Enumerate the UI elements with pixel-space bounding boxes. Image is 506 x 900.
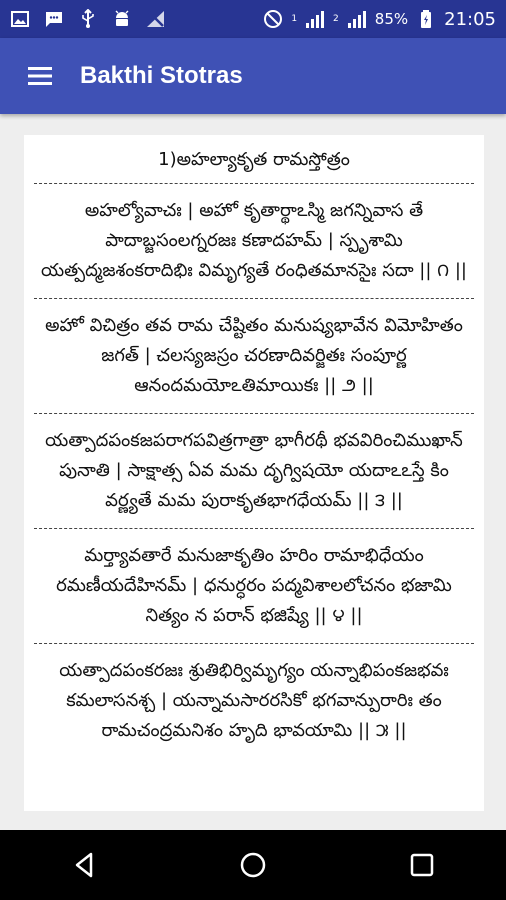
app-title: Bakthi Stotras: [80, 62, 243, 89]
block-icon: [263, 9, 283, 29]
home-circle-icon: [238, 850, 268, 880]
android-icon: [112, 9, 132, 29]
sim1-label: 1: [291, 14, 298, 24]
back-button[interactable]: [54, 835, 114, 895]
back-triangle-icon: [69, 850, 99, 880]
no-signal-icon: [146, 9, 166, 29]
signal-icon: [305, 9, 325, 29]
system-status: [263, 9, 496, 30]
home-button[interactable]: [223, 835, 283, 895]
usb-icon: [78, 9, 98, 29]
stotra-content[interactable]: [24, 135, 484, 811]
message-icon: [44, 9, 64, 29]
divider: [34, 183, 474, 184]
verse-1: అహల్యోవాచః | అహో కృతార్థాఽస్మి జగన్నివాస తే పాదాబ్జసంలగ్నరజః కణాదహమ్ | స్పృశామి యత్పద్మజశంకరాదిభిః విమృగ్యతే రంధితమానసైః సదా || ౧ ||: [41, 200, 467, 281]
battery-icon: [416, 9, 436, 29]
verse-3: యత్పాదపంకజపరాగపవిత్రగాత్రా భాగీరథీ భవవిరించిముఖాన్ పునాతి | సాక్షాత్స ఏవ మమ దృగ్విషయో యదాఽఽస్తే కిం వర్ణ్యతే మమ పురాకృతభాగధేయమ్ || ౩ ||: [45, 430, 463, 511]
navigation-bar: [0, 830, 506, 900]
signal-icon: [347, 9, 367, 29]
app-bar: [0, 38, 506, 114]
notification-icons: [10, 9, 166, 29]
divider: [34, 298, 474, 299]
menu-button[interactable]: [0, 38, 80, 114]
recents-button[interactable]: [392, 835, 452, 895]
stotra-title: 1)అహల్యాకృత రామస్తోత్రం: [158, 149, 350, 170]
verse-5: యత్పాదపంకరజః శ్రుతిభిర్విమృగ్యం యన్నాభిపంకజభవః కమలాసనశ్చ | యన్నామసారరసికో భగవాన్పురారిః తం రామచంద్రమనిశం హృది భావయామి || ౫ ||: [59, 660, 449, 741]
status-bar: [0, 0, 506, 38]
recents-square-icon: [407, 850, 437, 880]
sim2-label: 2: [333, 14, 339, 24]
battery-percentage: 85%: [374, 10, 409, 28]
image-icon: [10, 9, 30, 29]
verse-4: మర్త్యావతారే మనుజాకృతిం హరిం రామాభిధేయం రమణీయదేహినమ్ | ధనుర్ధరం పద్మవిశాలలోచనం భజామి నిత్యం న పరాన్ భజిష్యే || ౪ ||: [56, 545, 452, 626]
verse-2: అహో విచిత్రం తవ రామ చేష్టితం మనుష్యభావేన విమోహితం జగత్ | చలస్యజస్రం చరణాదివర్జితః సంపూర్ణ ఆనందమయోఽతిమాయికః || ౨ ||: [45, 315, 463, 396]
divider: [34, 643, 474, 644]
clock: 21:05: [444, 8, 496, 30]
divider: [34, 413, 474, 414]
hamburger-menu-icon: [25, 61, 55, 91]
divider: [34, 528, 474, 529]
